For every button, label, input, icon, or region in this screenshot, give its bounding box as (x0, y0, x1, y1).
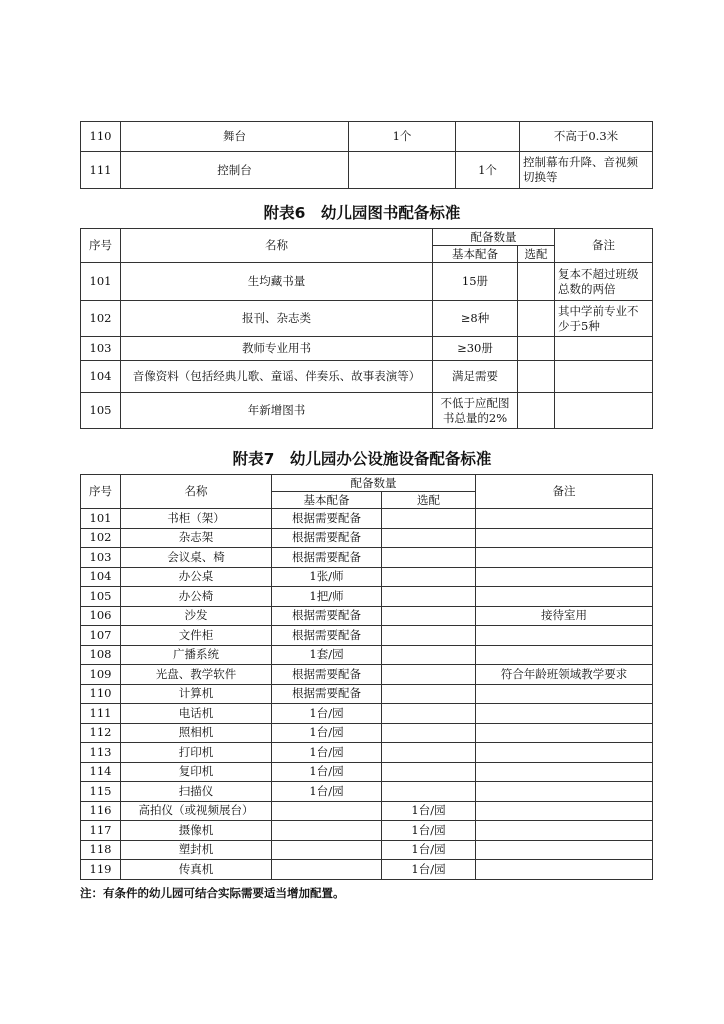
cell-basic: 根据需要配备 (272, 528, 382, 548)
table-row (81, 606, 653, 626)
cell-basic (272, 801, 382, 821)
cell-no: 111 (81, 704, 121, 724)
table-row (81, 684, 653, 704)
cell-remark (555, 337, 653, 361)
cell-no: 107 (81, 626, 121, 646)
office-equipment-table (80, 474, 653, 880)
table-row (81, 548, 653, 568)
table-row (81, 626, 653, 646)
cell-optional (518, 263, 555, 301)
cell-no: 105 (81, 393, 121, 429)
cell-no: 102 (81, 301, 121, 337)
cell-basic: 1台/园 (272, 723, 382, 743)
cell-name: 打印机 (121, 743, 272, 763)
cell-no: 109 (81, 665, 121, 685)
cell-basic: 1把/师 (272, 587, 382, 607)
cell-remark (476, 860, 653, 880)
cell-no: 115 (81, 782, 121, 802)
table-row (81, 509, 653, 529)
header-optional: 选配 (382, 492, 476, 509)
cell-no: 104 (81, 567, 121, 587)
cell-remark (555, 361, 653, 393)
cell-no: 101 (81, 509, 121, 529)
table-row (81, 743, 653, 763)
cell-remark (476, 528, 653, 548)
table-row (81, 587, 653, 607)
cell-optional: 1台/园 (382, 840, 476, 860)
cell-optional (382, 723, 476, 743)
cell-optional (518, 361, 555, 393)
cell-name: 办公椅 (121, 587, 272, 607)
table-row (81, 393, 653, 429)
cell-no: 103 (81, 337, 121, 361)
cell-basic: 根据需要配备 (272, 665, 382, 685)
cell-basic: ≥30册 (433, 337, 518, 361)
header-basic: 基本配备 (272, 492, 382, 509)
cell-remark: 复本不超过班级总数的两倍 (555, 263, 653, 301)
cell-name: 杂志架 (121, 528, 272, 548)
cell-no: 114 (81, 762, 121, 782)
cell-name: 会议桌、椅 (121, 548, 272, 568)
cell-no: 105 (81, 587, 121, 607)
cell-name: 照相机 (121, 723, 272, 743)
book-standard-table (80, 228, 653, 429)
cell-optional (382, 665, 476, 685)
cell-remark: 不高于0.3米 (520, 122, 653, 152)
cell-name: 音像资料（包括经典儿歌、童谣、伴奏乐、故事表演等） (121, 361, 433, 393)
cell-name: 生均藏书量 (121, 263, 433, 301)
cell-optional (382, 509, 476, 529)
cell-remark (476, 548, 653, 568)
table-row (81, 762, 653, 782)
cell-optional (382, 606, 476, 626)
table-row (81, 528, 653, 548)
cell-no: 119 (81, 860, 121, 880)
table-row (81, 782, 653, 802)
cell-basic: 1套/园 (272, 645, 382, 665)
cell-basic (349, 152, 456, 189)
cell-name: 文件柜 (121, 626, 272, 646)
cell-basic: 根据需要配备 (272, 509, 382, 529)
table-row (81, 122, 653, 152)
cell-optional (382, 567, 476, 587)
cell-optional (518, 393, 555, 429)
cell-basic: 1台/园 (272, 743, 382, 763)
cell-optional (382, 782, 476, 802)
cell-optional (518, 301, 555, 337)
cell-basic: 根据需要配备 (272, 626, 382, 646)
table-row (81, 361, 653, 393)
cell-optional (382, 548, 476, 568)
cell-no: 104 (81, 361, 121, 393)
cell-name: 高拍仪（或视频展台） (121, 801, 272, 821)
cell-name: 广播系统 (121, 645, 272, 665)
cell-remark (476, 587, 653, 607)
cell-remark (476, 723, 653, 743)
cell-basic: 1台/园 (272, 782, 382, 802)
table-row (81, 337, 653, 361)
table-row (81, 821, 653, 841)
cell-remark (476, 840, 653, 860)
cell-no: 111 (81, 152, 121, 189)
cell-remark (476, 704, 653, 724)
cell-optional: 1台/园 (382, 801, 476, 821)
cell-optional (382, 684, 476, 704)
table-row (81, 152, 653, 189)
cell-remark (555, 393, 653, 429)
cell-no: 118 (81, 840, 121, 860)
cell-remark: 符合年龄班领域教学要求 (476, 665, 653, 685)
cell-name: 塑封机 (121, 840, 272, 860)
cell-name: 扫描仪 (121, 782, 272, 802)
table-row (81, 665, 653, 685)
cell-remark (476, 821, 653, 841)
cell-no: 116 (81, 801, 121, 821)
cell-basic: 根据需要配备 (272, 684, 382, 704)
table-row (81, 263, 653, 301)
cell-remark (476, 762, 653, 782)
cell-no: 113 (81, 743, 121, 763)
cell-remark (476, 743, 653, 763)
table7-title: 附表7 幼儿园办公设施设备配备标准 (232, 450, 492, 468)
cell-basic: 满足需要 (433, 361, 518, 393)
table-row (81, 567, 653, 587)
header-no: 序号 (81, 229, 121, 263)
header-name: 名称 (121, 229, 433, 263)
cell-basic: 15册 (433, 263, 518, 301)
table-row (81, 723, 653, 743)
cell-basic: 1个 (349, 122, 456, 152)
cell-remark (476, 684, 653, 704)
table6-title: 附表6 幼儿园图书配备标准 (263, 204, 461, 222)
cell-remark (476, 645, 653, 665)
cell-optional (382, 587, 476, 607)
cell-name: 教师专业用书 (121, 337, 433, 361)
cell-name: 报刊、杂志类 (121, 301, 433, 337)
cell-name: 摄像机 (121, 821, 272, 841)
cell-name: 计算机 (121, 684, 272, 704)
cell-basic: 1台/园 (272, 704, 382, 724)
header-qty: 配备数量 (433, 229, 555, 246)
cell-name: 书柜（架） (121, 509, 272, 529)
cell-optional: 1台/园 (382, 821, 476, 841)
cell-remark (476, 567, 653, 587)
cell-optional: 1个 (456, 152, 520, 189)
cell-optional (382, 743, 476, 763)
table-row (81, 645, 653, 665)
cell-optional (382, 528, 476, 548)
cell-optional (456, 122, 520, 152)
cell-optional: 1台/园 (382, 860, 476, 880)
cell-name: 传真机 (121, 860, 272, 880)
footnote: 注：有条件的幼儿园可结合实际需要适当增加配置。 (80, 886, 345, 900)
cell-name: 控制台 (121, 152, 349, 189)
cell-no: 110 (81, 122, 121, 152)
header-remark: 备注 (555, 229, 653, 263)
header-qty: 配备数量 (272, 475, 476, 492)
cell-name: 复印机 (121, 762, 272, 782)
header-optional: 选配 (518, 246, 555, 263)
cell-no: 117 (81, 821, 121, 841)
cell-no: 108 (81, 645, 121, 665)
cell-remark (476, 626, 653, 646)
table-row (81, 301, 653, 337)
cell-basic (272, 821, 382, 841)
cell-basic: 根据需要配备 (272, 606, 382, 626)
cell-remark (476, 509, 653, 529)
cell-optional (518, 337, 555, 361)
table-row (81, 840, 653, 860)
header-name: 名称 (121, 475, 272, 509)
cell-name: 沙发 (121, 606, 272, 626)
cell-basic (272, 860, 382, 880)
cell-name: 办公桌 (121, 567, 272, 587)
header-remark: 备注 (476, 475, 653, 509)
cell-no: 110 (81, 684, 121, 704)
cell-optional (382, 704, 476, 724)
cell-optional (382, 645, 476, 665)
cell-no: 112 (81, 723, 121, 743)
cell-basic: 1台/园 (272, 762, 382, 782)
table-row (81, 860, 653, 880)
cell-basic: ≥8种 (433, 301, 518, 337)
cell-remark: 接待室用 (476, 606, 653, 626)
cell-name: 电话机 (121, 704, 272, 724)
cell-optional (382, 762, 476, 782)
cell-basic: 1张/师 (272, 567, 382, 587)
cell-name: 年新增图书 (121, 393, 433, 429)
cell-no: 106 (81, 606, 121, 626)
table-row (81, 801, 653, 821)
cell-basic: 根据需要配备 (272, 548, 382, 568)
cell-name: 舞台 (121, 122, 349, 152)
cell-no: 102 (81, 528, 121, 548)
cell-basic (272, 840, 382, 860)
header-basic: 基本配备 (433, 246, 518, 263)
cell-remark (476, 782, 653, 802)
cell-remark: 其中学前专业不少于5种 (555, 301, 653, 337)
header-no: 序号 (81, 475, 121, 509)
equipment-table-continued (80, 121, 653, 189)
cell-remark: 控制幕布升降、音视频切换等 (520, 152, 653, 189)
table-row (81, 704, 653, 724)
cell-remark (476, 801, 653, 821)
cell-basic: 不低于应配图书总量的2% (433, 393, 518, 429)
cell-no: 101 (81, 263, 121, 301)
cell-name: 光盘、教学软件 (121, 665, 272, 685)
cell-no: 103 (81, 548, 121, 568)
cell-optional (382, 626, 476, 646)
